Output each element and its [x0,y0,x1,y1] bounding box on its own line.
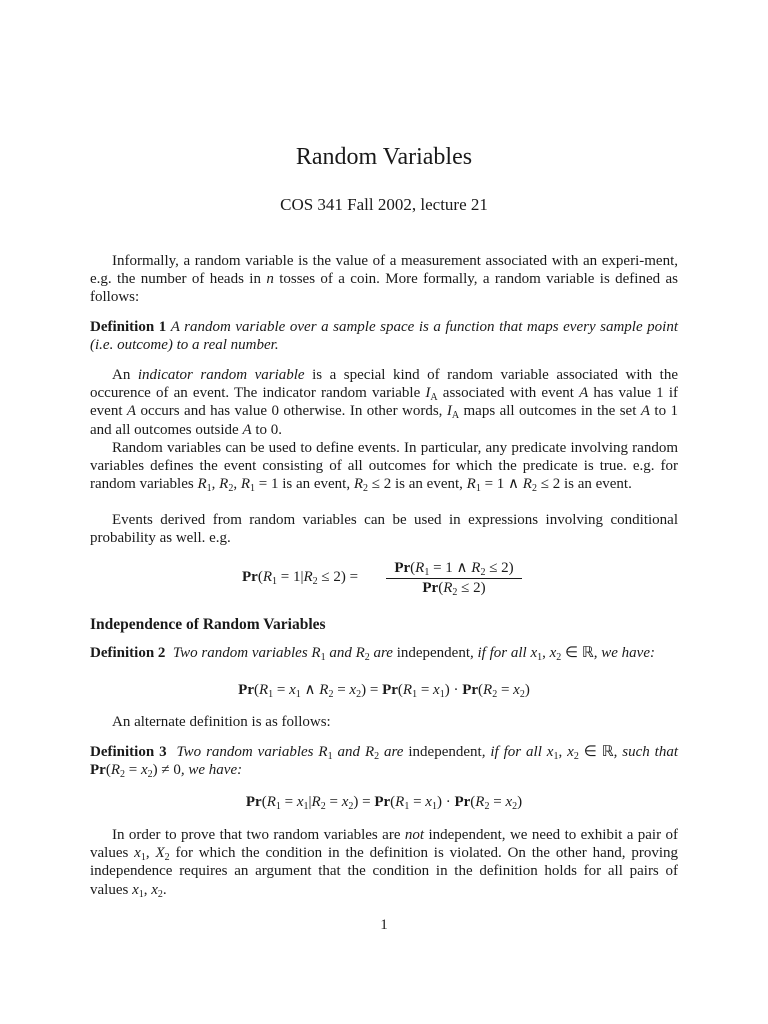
document-title: Random Variables [295,144,473,170]
events-paragraph: Random variables can be used to define events. In particular, any predicate involving random variables defines the event consisting of all outcomes for which the predicate is true. e.g. for random variables $R_1$, $R_2$, $R_1 = 1$ is an event, $R_2 \le 2$ is an event, $R_1 = 1$ ∧ $R_2 \le 2$ is an event. [90,440,678,495]
definition-1-label: Definition 1 [90,319,167,335]
conditional-paragraph: Events derived from random variables can be used in expressions involving conditional probability as well. e.g. [90,512,678,547]
definition-2: Definition 2 Two random variables $R_1$ and $R_2$ are independent, if for all $x_1$, $x_2$ ∈ ℝ, we have: [90,645,655,663]
intro-paragraph: Informally, a random variable is the value of a measurement associated with an experi-ment, e.g. the number of heads in n tosses of a coin. More formally, a random variable is defined as follows: [90,253,678,306]
document-subtitle: COS 341 Fall 2002, lecture 21 [280,195,488,214]
section-heading: Independence of Random Variables [90,616,326,633]
definition-1: Definition 1 A random variable over a sample space is a function that maps every sample point (i.e. outcome) to a real number. [90,319,678,354]
conditional-probability-equation: $Pr(R_1 = 1|R_2 \le 2)$ = $Pr(R_1 = 1$ ∧ $R_2 \le 2$) $Pr(R_2 \le 2)$ [90,558,678,602]
indicator-paragraph: An indicator random variable is a special kind of random variable associated with the occurence of an event. The indicator random variable $I_A$ associated with event A has value 1 if event A occurs and has value 0 otherwise. In other words, $I_A$ maps all outcomes in the set A to 1 and all outcomes outside A to 0. [90,367,678,438]
proof-paragraph: In order to prove that two random variables are not independent, we need to exhibit a pair of values $x_1$, $X_2$ for which the condition in the definition is violated. On the other hand, proving independence requires an argument that the condition in the definition holds for all pairs of values $x_1$, $x_2$. [90,827,679,900]
independence-equation: $Pr(R_1 = x_1$ ∧ $R_2 = x_2) = Pr(R_1 = x_1) \cdot Pr(R_2 = x_2)$ [238,682,530,700]
alternate-paragraph: An alternate definition is as follows: [112,714,331,730]
alternate-independence-equation: $Pr(R_1 = x_1|R_2 = x_2) = Pr(R_1 = x_1) \cdot Pr(R_2 = x_2)$ [245,794,523,812]
page-number: 1 [380,917,388,933]
fraction-bar [386,578,522,579]
definition-3: Definition 3 Two random variables $R_1$ and $R_2$ are independent, if for all $x_1$, $x_2$ ∈ ℝ, such that $Pr(R_2 = x_2) \ne 0$, we have: [90,744,679,781]
